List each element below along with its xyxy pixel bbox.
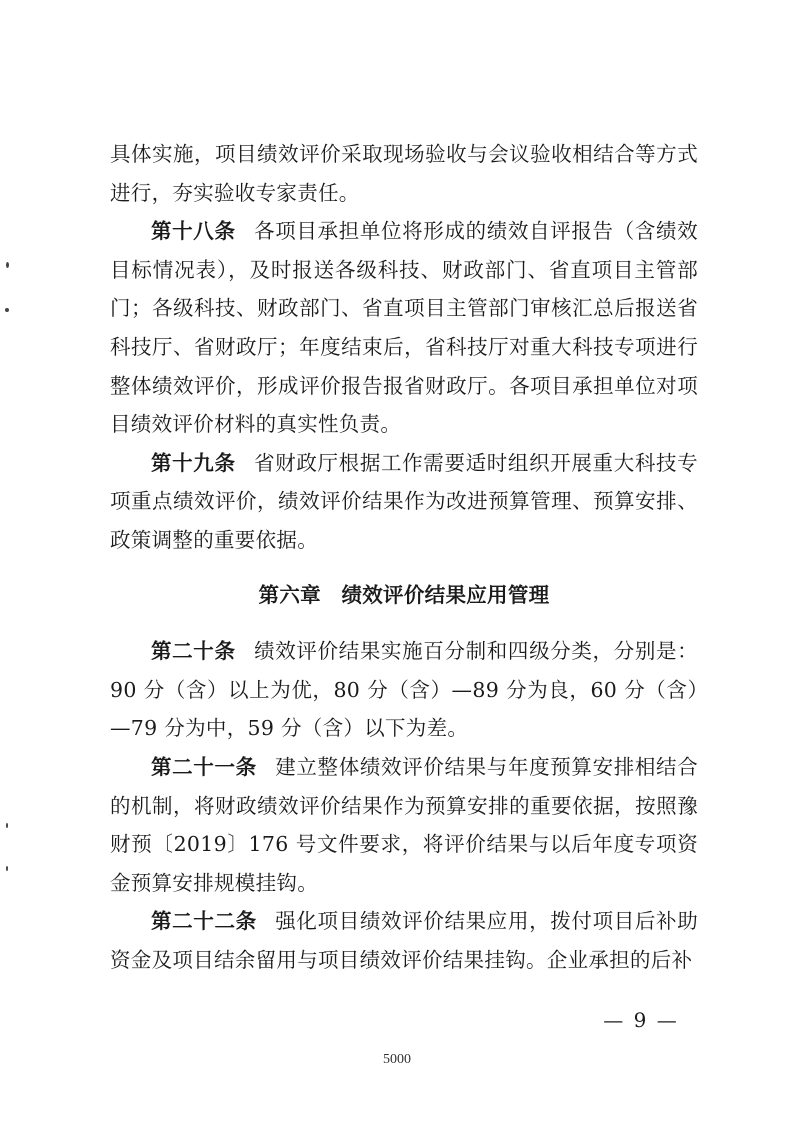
article-21 — [110, 748, 698, 902]
chapter-number: 第六章 — [258, 582, 321, 607]
paragraph-continued — [110, 135, 698, 212]
paragraph-text: 强化项目绩效评价结果应用，拨付项目后补助资金及项目结余留用与项目绩效评价结果挂钩。企业承担的后补 — [110, 909, 699, 972]
article-19 — [110, 444, 698, 560]
paragraph-text: 各项目承担单位将形成的绩效自评报告（含绩效目标情况表），及时报送各级科技、财政部门、省直项目主管部门；各级科技、财政部门、省直项目主管部门审核汇总后报送省科技厅、省财政厅；年度结束后，省科技厅对重大科技专项进行整体绩效评价，形成评价报告报省财政厅。各项目承担单位对项目绩效评价材料的真实性负责。 — [110, 219, 698, 437]
article-18 — [110, 212, 698, 444]
paragraph-text: 建立整体绩效评价结果与年度预算安排相结合的机制，将财政绩效评价结果作为预算安排的重要依据，按照豫财预〔2019〕176 号文件要求，将评价结果与以后年度专项资金预算安排规模挂钩。 — [110, 754, 699, 895]
paragraph-text: 具体实施，项目绩效评价采取现场验收与会议验收相结合等方式进行，夯实验收专家责任。 — [110, 142, 698, 205]
chapter-title: 绩效评价结果应用管理 — [341, 582, 550, 607]
article-20 — [110, 632, 698, 748]
article-22 — [110, 902, 698, 979]
paragraph-text: 绩效评价结果实施百分制和四级分类，分别是：90 分（含）以上为优，80 分（含）—89 分为良，60 分（含）—79 分为中，59 分（含）以下为差。 — [110, 639, 698, 741]
scan-stamp-number: 5000 — [383, 1052, 411, 1067]
article-label: 第二十条 — [151, 639, 236, 664]
page-number: — 9 — — [603, 1008, 679, 1032]
scan-mark — [5, 308, 9, 312]
document-body — [110, 135, 698, 979]
chapter-heading — [110, 576, 698, 615]
article-label: 第十九条 — [151, 450, 236, 475]
scan-mark — [6, 262, 9, 268]
paragraph-text: 省财政厅根据工作需要适时组织开展重大科技专项重点绩效评价，绩效评价结果作为改进预算管理、预算安排、政策调整的重要依据。 — [110, 450, 698, 552]
article-label: 第二十一条 — [151, 754, 257, 779]
scan-mark — [6, 823, 8, 828]
article-label: 第二十二条 — [151, 909, 257, 934]
article-label: 第十八条 — [151, 219, 236, 244]
scan-mark — [6, 866, 8, 871]
